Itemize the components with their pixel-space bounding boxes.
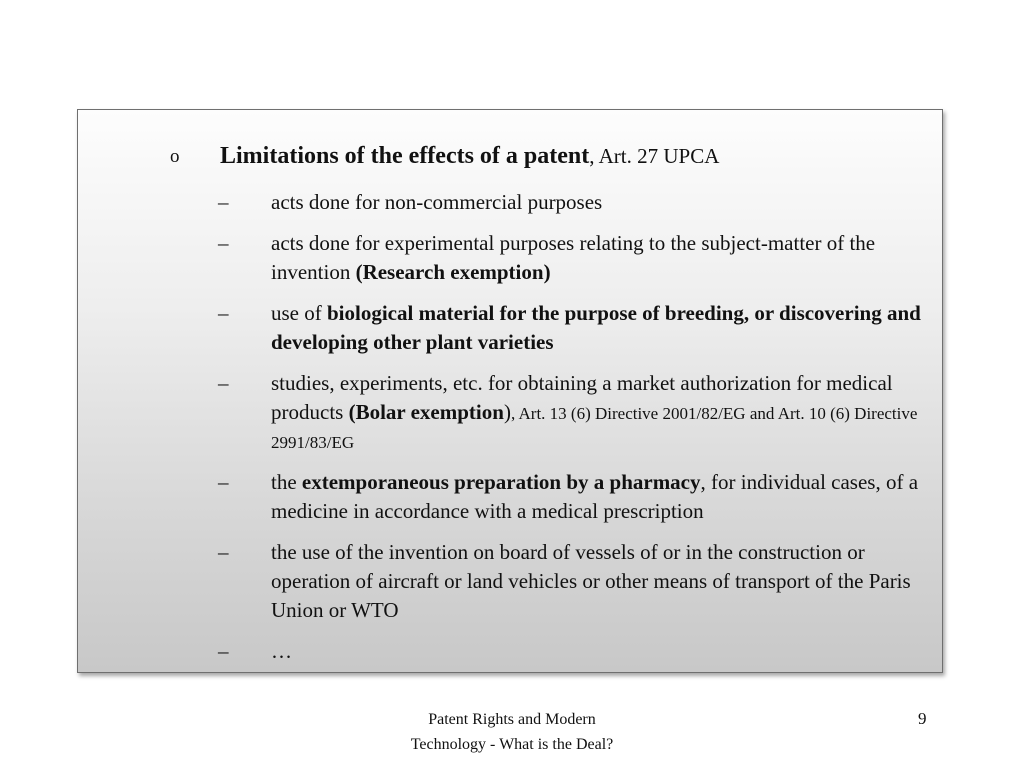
item-dash: – [218, 540, 229, 564]
item-dash: – [218, 190, 229, 214]
list-item [78, 637, 942, 666]
item-text-pre: acts done for experimental purposes relating to the subject-matter of the invention [271, 231, 876, 284]
list-item [78, 538, 942, 625]
item-text-plain: acts done for non-commercial purposes [271, 190, 603, 214]
item-text-bold: (Bolar exemption [348, 400, 504, 424]
item-text [271, 637, 934, 666]
item-text-plain: the use of the invention on board of vessels of or in the construction or operation of aircraft or land vehicles or other means of transport of the Paris Union or WTO [271, 540, 911, 622]
item-text-bold: (Research exemption [355, 260, 544, 284]
heading-bullet: o [170, 146, 180, 167]
list-item [78, 299, 942, 357]
item-text-pre: the [271, 470, 302, 494]
list-item [78, 188, 942, 217]
item-dash: – [218, 470, 229, 494]
content-box [77, 109, 943, 673]
item-dash: – [218, 231, 229, 255]
item-text-post: ) [503, 400, 511, 424]
item-text-bold: extemporaneous preparation by a pharmacy [301, 470, 701, 494]
item-text-pre: use of [271, 301, 327, 325]
item-text-bold: biological material for the purpose of breeding, or discovering and developing other plant varieties [271, 301, 921, 354]
heading-title: Limitations of the effects of a patent [220, 143, 590, 169]
footer-title-line1: Patent Rights and Modern [428, 711, 596, 728]
item-text [271, 538, 934, 625]
list-item [78, 229, 942, 287]
item-text-reference: , Art. 13 (6) Directive 2001/82/EG and Art. 10 (6) Directive 2991/83/EG [271, 404, 918, 452]
heading-reference: , Art. 27 UPCA [589, 144, 720, 168]
item-dash: – [218, 639, 229, 663]
item-dash: – [218, 371, 229, 395]
item-text-post: , for individual cases, of a medicine in accordance with a medical prescription [271, 470, 919, 523]
item-text [271, 229, 934, 287]
limitation-list [78, 188, 942, 678]
item-text [271, 468, 934, 526]
item-text-ellipsis: … [271, 639, 292, 663]
item-text-pre: studies, experiments, etc. for obtaining a market authorization for medical products [271, 371, 893, 424]
item-text [271, 188, 934, 217]
item-text-post: ) [543, 260, 551, 284]
item-text [271, 299, 934, 357]
footer-title-line2: Technology - What is the Deal? [410, 736, 614, 753]
heading-row [78, 141, 942, 173]
list-item [78, 369, 942, 456]
page-number: 9 [918, 709, 927, 728]
item-dash: – [218, 301, 229, 325]
list-item [78, 468, 942, 526]
item-text [271, 369, 934, 456]
heading-text [220, 141, 719, 171]
footer-title [362, 707, 662, 757]
